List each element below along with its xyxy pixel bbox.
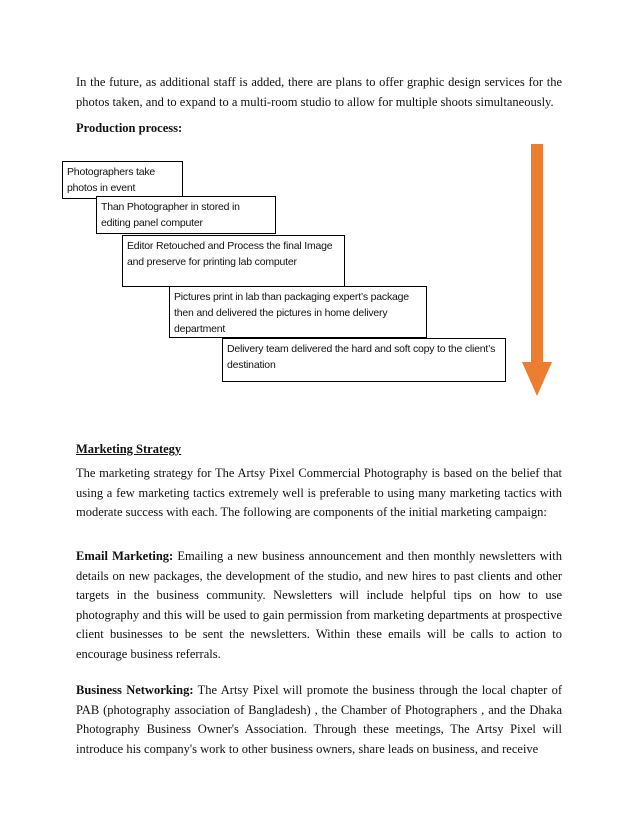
process-step-5: Delivery team delivered the hard and soft copy to the client’s destination [222,338,506,382]
email-marketing-label: Email Marketing: [76,549,174,563]
business-networking-paragraph [76,681,562,759]
intro-paragraph: In the future, as additional staff is added, there are plans to offer graphic design services for the photos taken, and to expand to a multi-room studio to allow for multiple shoots simultaneously. [76,75,562,109]
email-marketing-text: Emailing a new business announcement and then monthly newsletters with details on new packages, the development of the studio, and new hires to past clients and other targets in the business community. Newsletters will include helpful tips on how to use photography and this will be used to gain permission from marketing departments at prospective client businesses to be sent the newsletters. Within these emails will be calls to action to encourage business referrals. [76,549,562,661]
process-step-1: Photographers take photos in event [62,161,183,199]
down-arrow-icon [522,144,552,396]
process-step-2: Than Photographer in stored in editing panel computer [96,196,276,234]
business-networking-text: The Artsy Pixel will promote the business through the local chapter of PAB (photography association of Bangladesh) , the Chamber of Photographers , and the Dhaka Photography Business Owner's Association. Through these meetings, The Artsy Pixel will introduce his company's work to other business owners, share leads on business, and receive [76,683,562,756]
production-heading: Production process: [76,121,183,135]
marketing-heading: Marketing Strategy [76,442,182,456]
email-marketing-paragraph [76,547,562,664]
process-step-4: Pictures print in lab than packaging expert’s package then and delivered the pictures in home delivery department [169,286,427,338]
marketing-paragraph: The marketing strategy for The Artsy Pixel Commercial Photography is based on the belief that using a few marketing tactics extremely well is preferable to using many marketing tactics with moderate success with each. The following are components of the initial marketing campaign: [76,466,562,519]
business-networking-label: Business Networking: [76,683,194,697]
process-step-3: Editor Retouched and Process the final Image and preserve for printing lab computer [122,235,345,287]
